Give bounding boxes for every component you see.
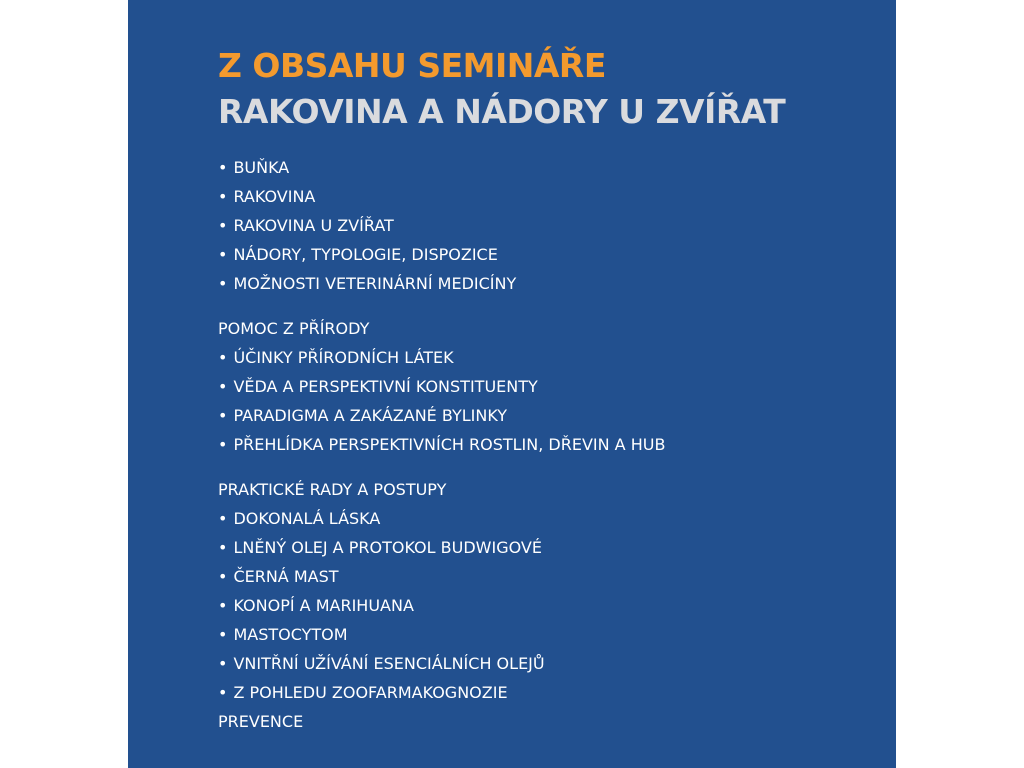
list-item-label: ÚČINKY PŘÍRODNÍCH LÁTEK <box>233 348 454 367</box>
list-item <box>218 562 878 591</box>
bullet-icon: • <box>218 625 228 644</box>
bullet-icon: • <box>218 245 228 264</box>
bullet-icon: • <box>218 158 228 177</box>
seminar-content-panel <box>128 0 896 768</box>
list-item-label: VNITŘNÍ UŽÍVÁNÍ ESENCIÁLNÍCH OLEJŮ <box>233 654 545 673</box>
topic-section <box>218 314 878 459</box>
list-item-label: PARADIGMA A ZAKÁZANÉ BYLINKY <box>233 406 508 425</box>
bullet-icon: • <box>218 348 228 367</box>
list-item-label: NÁDORY, TYPOLOGIE, DISPOZICE <box>233 245 498 264</box>
list-item-label: RAKOVINA <box>233 187 316 206</box>
list-item <box>218 211 878 240</box>
list-item-label: Z POHLEDU ZOOFARMAKOGNOZIE <box>233 683 508 702</box>
section-footer: PREVENCE <box>218 712 304 731</box>
list-item-label: LNĚNÝ OLEJ A PROTOKOL BUDWIGOVÉ <box>233 538 542 557</box>
list-item-label: RAKOVINA U ZVÍŘAT <box>233 216 394 235</box>
list-item-label: PŘEHLÍDKA PERSPEKTIVNÍCH ROSTLIN, DŘEVIN A HUB <box>233 435 666 454</box>
section-heading: POMOC Z PŘÍRODY <box>218 319 370 338</box>
list-item <box>218 533 878 562</box>
list-item <box>218 372 878 401</box>
bullet-icon: • <box>218 567 228 586</box>
bullet-icon: • <box>218 274 228 293</box>
list-item <box>218 591 878 620</box>
list-item-label: MASTOCYTOM <box>233 625 348 644</box>
bullet-icon: • <box>218 509 228 528</box>
list-item-label: KONOPÍ A MARIHUANA <box>233 596 414 615</box>
list-item <box>218 269 878 298</box>
list-item <box>218 240 878 269</box>
title-seminar-topic: RAKOVINA A NÁDORY U ZVÍŘAT <box>218 92 786 131</box>
list-item <box>218 182 878 211</box>
bullet-icon: • <box>218 406 228 425</box>
list-item <box>218 678 878 707</box>
list-item-label: DOKONALÁ LÁSKA <box>233 509 381 528</box>
list-item-label: ČERNÁ MAST <box>233 567 339 586</box>
list-item-label: VĚDA A PERSPEKTIVNÍ KONSTITUENTY <box>233 377 538 396</box>
bullet-icon: • <box>218 435 228 454</box>
topic-section <box>218 153 878 298</box>
topic-list <box>218 153 878 736</box>
bullet-icon: • <box>218 654 228 673</box>
list-item <box>218 401 878 430</box>
bullet-icon: • <box>218 187 228 206</box>
title-seminar-contents: Z OBSAHU SEMINÁŘE <box>218 46 606 85</box>
list-item <box>218 649 878 678</box>
section-heading: PRAKTICKÉ RADY A POSTUPY <box>218 480 447 499</box>
list-item-label: BUŇKA <box>233 158 290 177</box>
bullet-icon: • <box>218 377 228 396</box>
topic-section <box>218 475 878 736</box>
list-item-label: MOŽNOSTI VETERINÁRNÍ MEDICÍNY <box>233 274 517 293</box>
bullet-icon: • <box>218 683 228 702</box>
list-item <box>218 153 878 182</box>
list-item <box>218 620 878 649</box>
bullet-icon: • <box>218 596 228 615</box>
list-item <box>218 430 878 459</box>
bullet-icon: • <box>218 216 228 235</box>
bullet-icon: • <box>218 538 228 557</box>
list-item <box>218 504 878 533</box>
list-item <box>218 343 878 372</box>
